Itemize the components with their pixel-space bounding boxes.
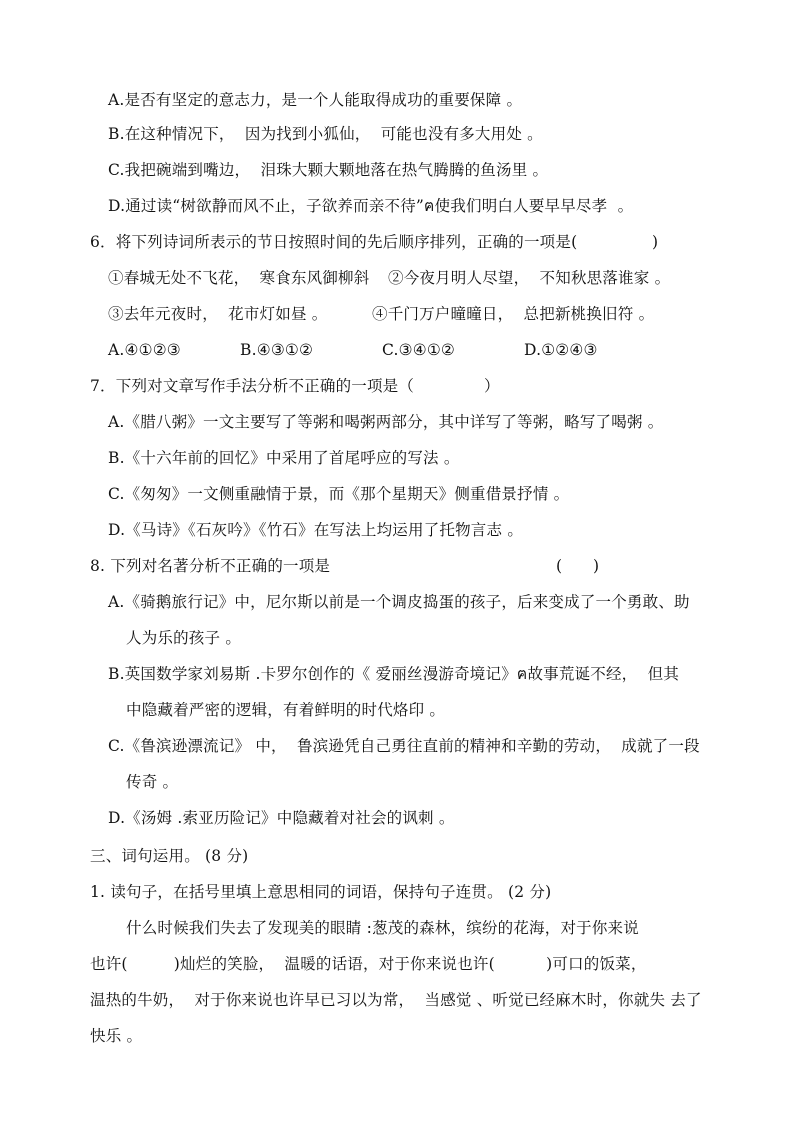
passage-line-3: 温热的牛奶， 对于你来说也许早已习以为常， 当感觉 、听觉已经麻木时，你就失 去了 [90, 991, 702, 1009]
q7-answer-bracket: ） [484, 377, 500, 395]
q8-answer-bracket: ( ) [556, 557, 600, 575]
q6-choice-c: C.③④①② [382, 341, 456, 359]
q6-poem-1: ①春城无处不飞花， 寒食东风御柳斜 [108, 269, 370, 287]
q6-choice-d: D.①②④③ [524, 341, 598, 359]
q6-choice-a: A.④①②③ [108, 341, 181, 359]
q8-option-c-line1: C.《鲁滨逊漂流记》 中， 鲁滨逊凭自己勇往直前的精神和辛勤的劳动， 成就了一段 [108, 737, 700, 755]
passage-line-2: 也许( )灿烂的笑脸， 温暖的话语，对于你来说也许( )可口的饭菜， [90, 955, 647, 973]
q7-option-c: C.《匆匆》一文侧重融情于景，而《那个星期天》侧重借景抒情 。 [108, 485, 570, 503]
q6-choice-b: B.④③①② [240, 341, 314, 359]
q7-stem: 7．下列对文章写作手法分析不正确的一项是（ [90, 377, 415, 395]
q8-option-d: D.《汤姆 .索亚历险记》中隐藏着对社会的讽刺 。 [108, 809, 455, 827]
section3-heading: 三、词句运用。 (8 分) [90, 847, 249, 865]
q7-option-a: A.《腊八粥》一文主要写了等粥和喝粥两部分，其中详写了等粥，略写了喝粥 。 [108, 413, 664, 431]
q8-option-b-line1: B.英国数学家刘易斯 .卡罗尔创作的《 爱丽丝漫游奇境记》ฅ故事荒诞不经， 但其 [108, 665, 680, 683]
passage-line-4: 快乐 。 [90, 1027, 143, 1045]
q6-poem-2: ②今夜月明人尽望， 不知秋思落谁家 。 [388, 269, 671, 287]
q5-option-c: C.我把碗端到嘴边， 泪珠大颗大颗地落在热气腾腾的鱼汤里 。 [108, 161, 549, 179]
q5-option-d: D.通过读“树欲静而风不止，子欲养而亲不待”ฅ使我们明白人要早早尽孝 。 [108, 197, 634, 215]
passage-line-1: 什么时候我们失去了发现美的眼睛 :葱茂的森林，缤纷的花海，对于你来说 [126, 919, 639, 937]
q8-option-a-line2: 人为乐的孩子 。 [126, 629, 242, 647]
q7-option-b: B.《十六年前的回忆》中采用了首尾呼应的写法 。 [108, 449, 460, 467]
q8-option-b-line2: 中隐藏着严密的逻辑，有着鲜明的时代烙印 。 [126, 701, 446, 719]
q6-answer-bracket: ) [652, 233, 659, 251]
q6-stem: 6．将下列诗词所表示的节日按照时间的先后顺序排列，正确的一项是( [90, 233, 578, 251]
q6-poem-3: ③去年元夜时， 花市灯如昼 。 [108, 305, 328, 323]
q8-option-a-line1: A.《骑鹅旅行记》中，尼尔斯以前是一个调皮捣蛋的孩子，后来变成了一个勇敢、助 [108, 593, 690, 611]
section3-q1-stem: 1. 读句子，在括号里填上意思相同的词语，保持句子连贯。 (2 分) [90, 883, 552, 901]
q8-stem: 8. 下列对名著分析不正确的一项是 [90, 557, 331, 575]
q7-option-d: D.《马诗》《石灰吟》《竹石》在写法上均运用了托物言志 。 [108, 521, 524, 539]
q6-poem-4: ④千门万户曈曈日， 总把新桃换旧符 。 [372, 305, 655, 323]
q5-option-a: A.是否有坚定的意志力，是一个人能取得成功的重要保障 。 [108, 91, 523, 109]
q5-option-b: B.在这种情况下， 因为找到小狐仙， 可能也没有多大用处 。 [108, 125, 543, 143]
q8-option-c-line2: 传奇 。 [126, 773, 179, 791]
